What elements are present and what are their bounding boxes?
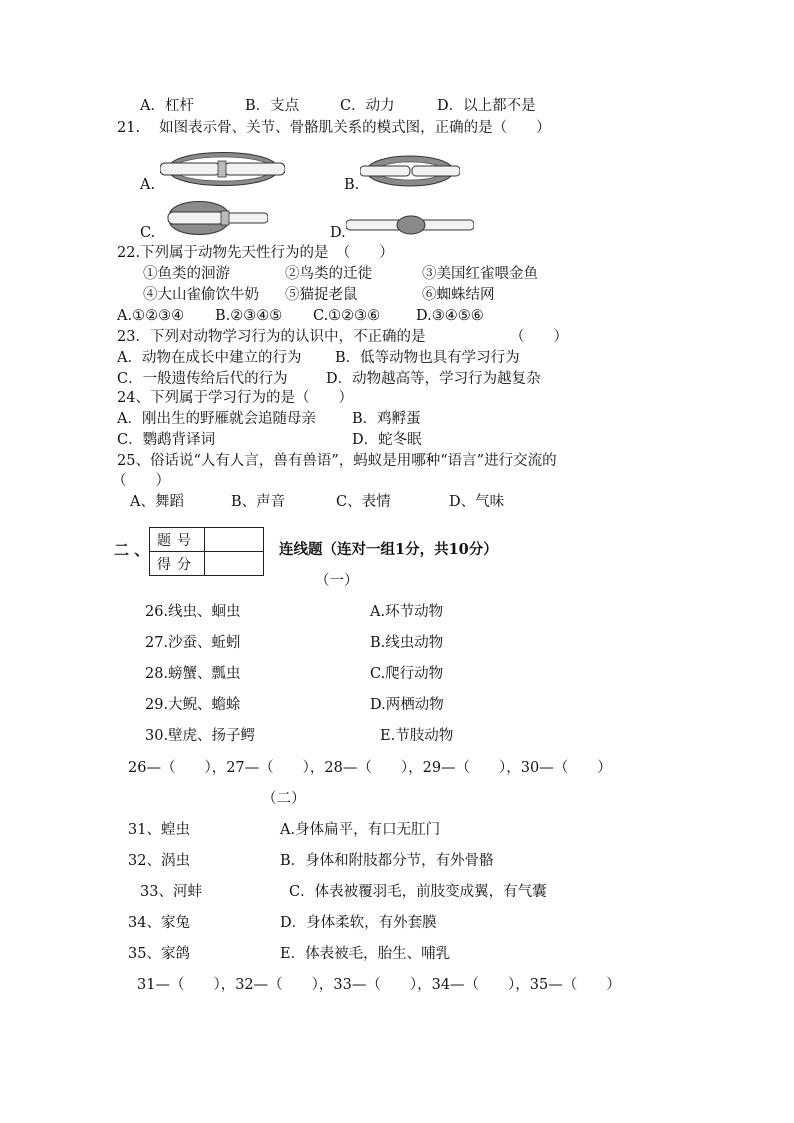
part2-right-e: E．体表被毛，胎生、哺乳 — [280, 946, 451, 962]
q25-option-d: D、气味 — [449, 494, 505, 510]
part2-right-b: B．身体和附肢都分节，有外骨骼 — [280, 853, 494, 869]
q23-paren: （ ） — [510, 329, 568, 345]
part1-right-e: E.节肢动物 — [380, 728, 454, 744]
score-table-number-cell[interactable] — [205, 528, 264, 552]
joint-figure-c — [158, 200, 268, 236]
q20-option-c: C．动力 — [340, 98, 395, 114]
part1-answer-line: 26—（ ），27—（ ），28—（ ），29—（ ），30—（ ） — [128, 760, 612, 776]
part1-left-30: 30.壁虎、扬子鳄 — [145, 728, 256, 744]
q24-option-d: D．蛇冬眠 — [352, 432, 422, 448]
q25-option-c: C、表情 — [336, 494, 391, 510]
section2-title: 连线题（连对一组1分，共10分） — [279, 541, 498, 558]
q22-item-2: ②鸟类的迁徙 — [285, 266, 372, 282]
q23-option-b: B．低等动物也具有学习行为 — [335, 350, 520, 366]
part1-right-d: D.两栖动物 — [370, 697, 444, 713]
q22-stem: 22.下列属于动物先天性行为的是 （ ） — [117, 245, 394, 261]
part1-right-c: C.爬行动物 — [370, 666, 444, 682]
score-table-score-cell[interactable] — [205, 552, 264, 576]
score-table-header-score: 得分 — [150, 552, 205, 576]
part2-left-35: 35、家鸽 — [128, 946, 190, 962]
part1-left-26: 26.线虫、蛔虫 — [145, 604, 241, 620]
part1-left-28: 28.螃蟹、瓢虫 — [145, 666, 241, 682]
part2-answer-line: 31—（ ），32—（ ），33—（ ），34—（ ），35—（ ） — [137, 977, 621, 993]
part1-title: （一） — [315, 573, 359, 589]
q22-option-c: C.①②③⑥ — [313, 308, 381, 324]
q20-option-b: B．支点 — [245, 98, 300, 114]
q21-label-a: A. — [140, 177, 156, 193]
q20-option-d: D．以上都不是 — [437, 98, 536, 114]
q25-option-b: B、声音 — [231, 494, 286, 510]
q23-option-d: D．动物越高等，学习行为越复杂 — [326, 371, 541, 387]
q22-item-5: ⑤猫捉老鼠 — [285, 287, 358, 303]
q24-option-c: C．鹦鹉背译词 — [117, 432, 216, 448]
joint-figure-b — [360, 148, 460, 194]
q24-stem: 24、下列属于学习行为的是（ ） — [117, 390, 353, 406]
q24-option-a: A．刚出生的野雁就会追随母亲 — [117, 411, 316, 427]
part2-title: （二） — [262, 791, 306, 807]
part2-left-32: 32、涡虫 — [128, 853, 190, 869]
section2-number: 二 、 — [114, 541, 150, 559]
part2-right-c: C．体表被覆羽毛，前肢变成翼，有气囊 — [289, 884, 547, 900]
q20-option-a: A．杠杆 — [140, 98, 194, 114]
part2-left-31: 31、蝗虫 — [128, 822, 190, 838]
part2-right-a: A.身体扁平，有口无肛门 — [280, 822, 441, 838]
q22-option-d: D.③④⑤⑥ — [416, 308, 484, 324]
q21-label-c: C. — [140, 225, 156, 241]
q22-item-6: ⑥蜘蛛结网 — [422, 287, 495, 303]
part2-left-33: 33、河蚌 — [140, 884, 202, 900]
q25-paren: （ ） — [112, 473, 170, 489]
q21-label-d: D. — [330, 225, 346, 241]
part1-right-a: A.环节动物 — [370, 604, 444, 620]
part1-right-b: B.线虫动物 — [370, 635, 444, 651]
q22-option-b: B.②③④⑤ — [215, 308, 283, 324]
q22-item-4: ④大山雀偷饮牛奶 — [143, 287, 259, 303]
joint-figure-d — [346, 214, 474, 236]
q25-option-a: A、舞蹈 — [130, 494, 184, 510]
q24-option-b: B．鸡孵蛋 — [352, 411, 421, 427]
q21-label-b: B. — [344, 177, 360, 193]
score-table-header-number: 题号 — [150, 528, 205, 552]
q23-option-a: A．动物在成长中建立的行为 — [117, 350, 302, 366]
part2-right-d: D．身体柔软，有外套膜 — [280, 915, 437, 931]
part1-left-27: 27.沙蚕、蚯蚓 — [145, 635, 241, 651]
q23-stem: 23．下列对动物学习行为的认识中，不正确的是 — [117, 329, 426, 345]
q22-item-1: ①鱼类的洄游 — [143, 266, 230, 282]
q21-stem: 21. 如图表示骨、关节、骨骼肌关系的模式图，正确的是（ ） — [117, 120, 551, 136]
score-table — [149, 527, 264, 576]
part1-left-29: 29.大鲵、蟾蜍 — [145, 697, 241, 713]
q23-option-c: C．一般遗传给后代的行为 — [117, 371, 288, 387]
q25-stem: 25、俗话说“人有人言，兽有兽语”，蚂蚁是用哪种“语言”进行交流的 — [117, 453, 557, 469]
q22-option-a: A.①②③④ — [117, 308, 185, 324]
q22-item-3: ③美国红雀喂金鱼 — [422, 266, 538, 282]
part2-left-34: 34、家兔 — [128, 915, 190, 931]
joint-figure-a — [160, 143, 285, 195]
